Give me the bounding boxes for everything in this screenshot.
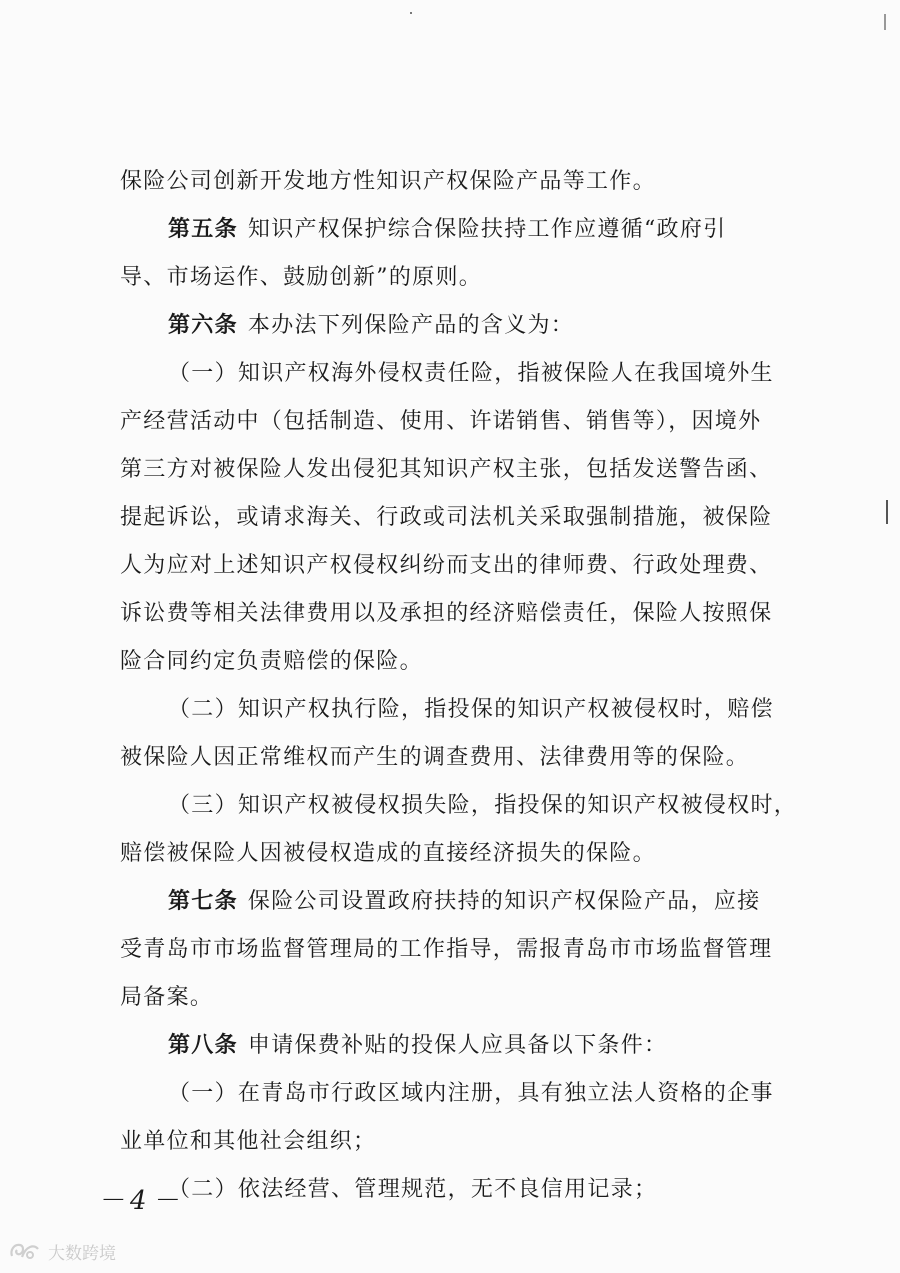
line-text: 提起诉讼，或请求海关、行政或司法机关采取强制措施，被保险 bbox=[120, 505, 773, 530]
text-line bbox=[120, 206, 780, 254]
text-line bbox=[120, 398, 780, 446]
text-line bbox=[120, 974, 780, 1022]
article-heading: 第六条 bbox=[168, 313, 238, 338]
line-text: 被保险人因正常维权而产生的调查费用、法律费用等的保险。 bbox=[120, 745, 750, 770]
article-heading: 第五条 bbox=[168, 217, 238, 242]
article-heading: 第七条 bbox=[168, 889, 238, 914]
text-line bbox=[120, 1022, 780, 1070]
line-text: 诉讼费等相关法律费用以及承担的经济赔偿责任，保险人按照保 bbox=[120, 601, 773, 626]
text-line bbox=[120, 830, 780, 878]
text-line bbox=[120, 446, 780, 494]
text-line bbox=[120, 542, 780, 590]
text-line bbox=[120, 686, 780, 734]
line-text: （三）知识产权被侵权损失险，指投保的知识产权被侵权时， bbox=[168, 793, 798, 818]
text-line bbox=[120, 878, 780, 926]
line-text: 保险公司创新开发地方性知识产权保险产品等工作。 bbox=[120, 169, 656, 194]
line-text: 业单位和其他社会组织； bbox=[120, 1129, 377, 1154]
line-text: 产经营活动中（包括制造、使用、许诺销售、销售等），因境外 bbox=[120, 409, 762, 434]
watermark-logo-icon bbox=[8, 1240, 42, 1262]
article-heading: 第八条 bbox=[168, 1033, 238, 1058]
watermark bbox=[8, 1238, 116, 1264]
text-line bbox=[120, 494, 780, 542]
text-line bbox=[120, 590, 780, 638]
line-text: 人为应对上述知识产权侵权纠纷而支出的律师费、行政处理费、 bbox=[120, 553, 773, 578]
line-text: 赔偿被保险人因被侵权造成的直接经济损失的保险。 bbox=[120, 841, 656, 866]
text-line bbox=[120, 1118, 780, 1166]
document-body bbox=[120, 158, 798, 1214]
text-line bbox=[120, 734, 780, 782]
text-line bbox=[120, 926, 780, 974]
text-line bbox=[120, 350, 780, 398]
page-number: －4－ bbox=[98, 1186, 185, 1216]
line-text: 局备案。 bbox=[120, 985, 214, 1010]
line-text: （二）依法经营、管理规范，无不良信用记录； bbox=[168, 1177, 658, 1202]
line-text: 导、市场运作、鼓励创新”的原则。 bbox=[120, 265, 483, 290]
watermark-text: 大数跨境 bbox=[48, 1243, 116, 1264]
text-line bbox=[120, 638, 780, 686]
text-line bbox=[120, 1070, 780, 1118]
scan-speck bbox=[410, 12, 412, 14]
line-text: （一）在青岛市行政区域内注册，具有独立法人资格的企事 bbox=[168, 1081, 774, 1106]
line-text: 保险公司设置政府扶持的知识产权保险产品，应接 bbox=[247, 889, 761, 914]
text-line bbox=[120, 302, 780, 350]
line-text: （二）知识产权执行险，指投保的知识产权被侵权时，赔偿 bbox=[168, 697, 774, 722]
line-text: 申请保费补贴的投保人应具备以下条件： bbox=[247, 1033, 668, 1058]
scan-edge-mark bbox=[886, 500, 888, 524]
line-text: 知识产权保护综合保险扶持工作应遵循“政府引 bbox=[247, 217, 727, 242]
text-line bbox=[120, 782, 798, 830]
text-line bbox=[120, 1166, 780, 1214]
line-text: 险合同约定负责赔偿的保险。 bbox=[120, 649, 423, 674]
scan-speck bbox=[884, 14, 886, 30]
line-text: 本办法下列保险产品的含义为： bbox=[247, 313, 575, 338]
line-text: 受青岛市市场监督管理局的工作指导，需报青岛市市场监督管理 bbox=[120, 937, 773, 962]
line-text: 第三方对被保险人发出侵犯其知识产权主张，包括发送警告函、 bbox=[120, 457, 773, 482]
text-line bbox=[120, 158, 780, 206]
line-text: （一）知识产权海外侵权责任险，指被保险人在我国境外生 bbox=[168, 361, 774, 386]
text-line bbox=[120, 254, 780, 302]
